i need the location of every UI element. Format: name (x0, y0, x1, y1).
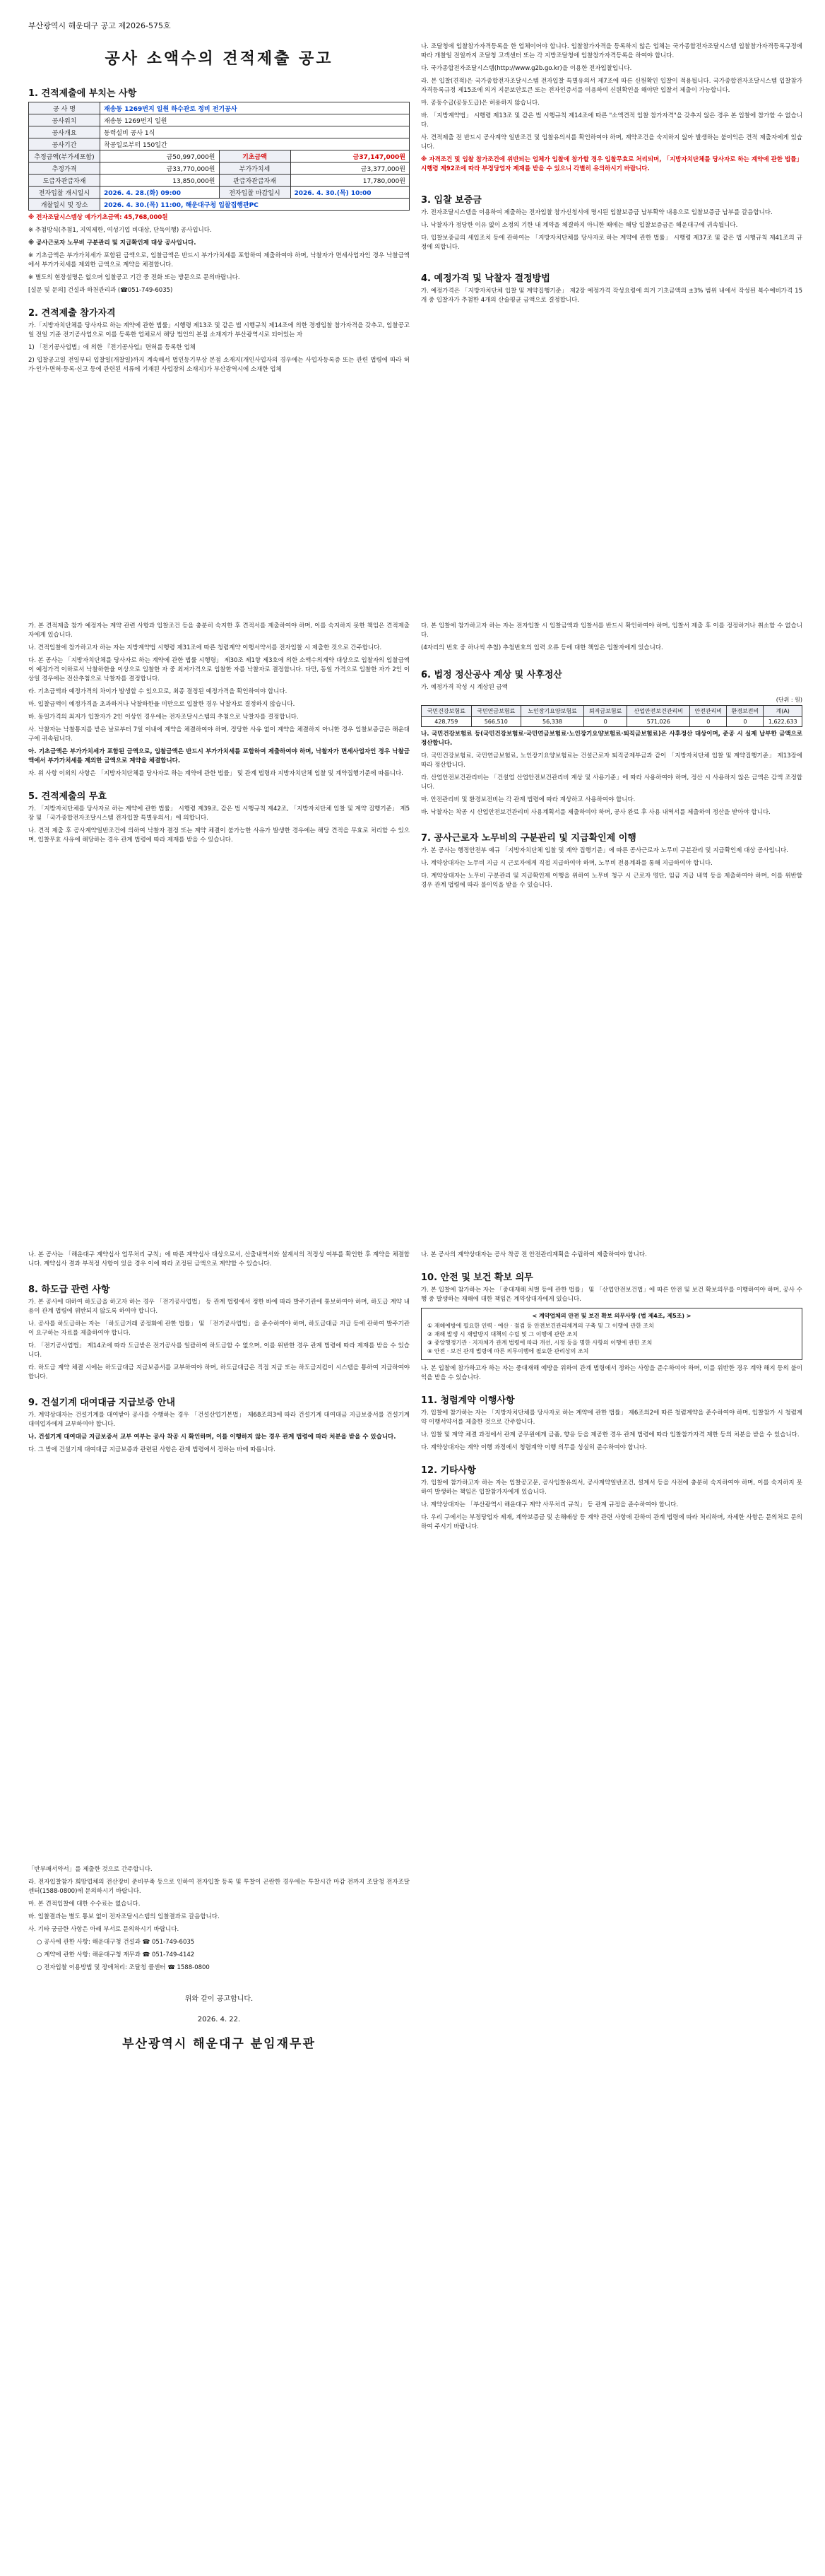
info-value: 금3,377,000원 (290, 163, 410, 175)
paragraph: 사. 견적제출 전 반드시 공사계약 일반조건 및 입찰유의서를 확인하여야 하며, 계약조건을 숙지하지 않아 발생하는 불이익은 견적 제출자에게 있습니다. (421, 134, 802, 150)
paragraph: 다. 계약상대자는 노무비 구분관리 및 지급확인제 이행을 위하여 노무비 청구 시 근로자 명단, 임금 지급 내역 등을 제출하여야 하며, 이를 위반할 경우 관계 법령에 따라 불이익을 받을 수 있습니다. (421, 873, 802, 889)
note: ※ 별도의 현장설명은 없으며 입찰공고 기간 중 전화 또는 방문으로 문의바랍니다. (28, 274, 240, 281)
info-label: 기초금액 (219, 150, 290, 163)
section-7-heading: 7. 공사근로자 노무비의 구분관리 및 지급확인제 이행 (421, 833, 636, 844)
info-label: 공사개요 (29, 126, 100, 138)
safety-item: ④ 안전 · 보건 관계 법령에 따른 의무이행에 필요한 관리상의 조치 (427, 1348, 589, 1354)
paragraph: 라. 산업안전보건관리비는 「건설업 산업안전보건관리비 계상 및 사용기준」에 따라 사용하여야 하며, 정산 시 사용하지 않은 금액은 감액 조정합니다. (421, 774, 802, 791)
left-column-2 (28, 622, 410, 849)
paragraph: 다. 그 밖에 건설기계 대여대금 지급보증과 관련된 사항은 관계 법령에서 정하는 바에 따릅니다. (28, 1446, 275, 1453)
contact-line: ○ 전자입찰 이용방법 및 장애처리: 조달청 콜센터 ☎ 1588-0800 (37, 1964, 210, 1971)
paragraph: 다. 우리 구에서는 부정당업자 제재, 계약보증금 및 손해배상 등 계약 관련 사항에 관하여 관계 법령에 따라 처리하며, 자세한 사항은 문의처로 문의하여 주시기 바랍니다. (421, 1514, 802, 1530)
paragraph: 나. 본 공사는 「해운대구 계약심사 업무처리 규칙」에 따른 계약심사 대상으로서, 산출내역서와 설계서의 적정성 여부를 확인한 후 계약을 체결합니다. 계약심사 결과 부적정 사항이 있을 경우 이에 따라 조정된 금액으로 계약할 수 있습니다. (28, 1251, 410, 1268)
info-label: 부가가치세 (219, 163, 290, 175)
info-value: 동력설비 공사 1식 (100, 126, 410, 138)
paragraph: 자. 위 사항 이외의 사항은 「지방자치단체를 당사자로 하는 계약에 관한 법률」 및 관계 법령과 지방자치단체 입찰 및 계약집행기준에 따릅니다. (28, 770, 403, 777)
safety-item: ② 재해 발생 시 재발방지 대책의 수립 및 그 이행에 관한 조치 (427, 1331, 578, 1337)
paragraph: 나. 낙찰자가 정당한 이유 없이 소정의 기한 내 계약을 체결하지 아니한 때에는 해당 입찰보증금은 해운대구에 귀속됩니다. (421, 222, 738, 229)
paragraph: 다. 계약상대자는 계약 이행 과정에서 청렴계약 이행 의무를 성실히 준수하여야 합니다. (421, 1444, 647, 1451)
info-value: 17,780,000원 (290, 175, 410, 187)
info-value: 2026. 4. 28.(화) 09:00 (100, 187, 220, 199)
cost-header: 퇴직금보험료 (584, 706, 627, 717)
paragraph: 가.「지방자치단체를 당사자로 하는 계약에 관한 법률」시행령 제13조 및 같은 법 시행규칙 제14조에 의한 경쟁입찰 참가자격을 갖추고, 입찰공고일 전일 기준 전기공사업으로 이를 등록한 업체로서 해당 법인의 본점 소재지가 부산광역시로 되어있는 자 (28, 322, 410, 338)
note: ※ 추첨방식(추첨1, 지역제한, 여성기업 비대상, 단독이행) 공사입니다. (28, 227, 212, 234)
paragraph: 바. 입찰결과는 별도 통보 없이 전자조달시스템의 입찰결과로 갈음합니다. (28, 1913, 220, 1920)
cost-header: 산업안전보건관리비 (627, 706, 690, 717)
paragraph: 나. 본 입찰에 참가하고자 하는 자는 중대재해 예방을 위하여 관계 법령에서 정하는 사항을 준수하여야 하며, 이를 위반한 경우 계약 해지 등의 불이익을 받을 수 있습니다. (421, 1365, 802, 1381)
info-label: 추정가격 (29, 163, 100, 175)
paragraph: 바. 「지방계약법」 시행령 제13조 및 같은 법 시행규칙 제14조에 따른 "소액견적 입찰 참가자격"을 갖추지 않은 경우 본 입찰에 참가할 수 없습니다. (421, 112, 802, 129)
section-2-heading: 2. 견적제출 참가자격 (28, 308, 116, 319)
cost-value: 1,622,633 (764, 717, 802, 727)
paragraph: 가. 입찰에 참가하는 자는 「지방자치단체를 당사자로 하는 계약에 관한 법률」 제6조의2에 따른 청렴계약을 준수하여야 하며, 입찰참가 시 청렴계약 이행서약서를 제출한 것으로 간주합니다. (421, 1410, 802, 1426)
paragraph: 2) 입찰공고일 전일부터 입찰일(개찰일)까지 계속해서 법인등기부상 본점 소재지(개인사업자의 경우에는 사업자등록증 또는 관련 법령에 따라 허가·인가·면허·등록·신고 등에 관련된 서류에 기재된 사업장의 소재지)가 부산광역시에 소재한 업체 (28, 357, 410, 373)
document-number: 부산광역시 해운대구 공고 제2026-575호 (28, 21, 171, 30)
section-8-heading: 8. 하도급 관련 사항 (28, 1284, 110, 1295)
cost-value: 56,338 (521, 717, 584, 727)
paragraph: 나. 계약상대자는 「부산광역시 해운대구 계약 사무처리 규칙」 등 관계 규정을 준수하여야 합니다. (421, 1501, 679, 1508)
info-value: 금33,770,000원 (100, 163, 220, 175)
left-column-1 (28, 20, 410, 378)
section-12-heading: 12. 기타사항 (421, 1465, 476, 1476)
info-value: 재송동 1269번지 일원 하수관로 정비 전기공사 (100, 102, 410, 114)
safety-item: ③ 중앙행정기관 · 지자체가 관계 법령에 따라 개선, 시정 등을 명한 사항의 이행에 관한 조치 (427, 1340, 653, 1346)
paragraph: 「반부패서약서」를 제출한 것으로 간주합니다. (28, 1866, 153, 1873)
cost-value: 428,759 (422, 717, 472, 727)
cost-table (421, 705, 802, 727)
cost-header: 국민연금보험료 (471, 706, 521, 717)
section-4-heading: 4. 예정가격 및 낙찰자 결정방법 (421, 273, 550, 284)
info-value: 금50,997,000원 (100, 150, 220, 163)
cost-value: 0 (690, 717, 727, 727)
cost-header: 계(A) (764, 706, 802, 717)
paragraph: 가. 계약상대자는 건설기계를 대여받아 공사를 수행하는 경우 「건설산업기본법」 제68조의3에 따라 건설기계 대여대금 지급보증서를 건설기계 대여업자에게 교부하여야 합니다. (28, 1412, 410, 1428)
cost-header: 국민건강보험료 (422, 706, 472, 717)
section-1-heading: 1. 견적제출에 부치는 사항 (28, 88, 137, 99)
right-column-1 (421, 42, 802, 309)
info-value: 2026. 4. 30.(목) 10:00 (290, 187, 410, 199)
paragraph: 라. 전자입찰참가 희망업체의 전산장비 준비부족 등으로 인하여 전자입찰 등록 및 투찰이 곤란한 경우에는 투찰시간 마감 전까지 조달청 전자조달센터(1588-0800)에 문의하시기 바랍니다. (28, 1879, 410, 1895)
paragraph: 바. 동일가격의 최저가 입찰자가 2인 이상인 경우에는 전자조달시스템의 추첨으로 낙찰자를 결정합니다. (28, 714, 299, 721)
right-column-2 (421, 622, 802, 894)
paragraph: 나. 견적 제출 후 공사계약일반조건에 의하여 낙찰자 결정 또는 계약 체결이 불가능한 사유가 발생한 경우에는 해당 견적을 무효로 처리할 수 있으며, 입찰무효 사유에 해당하는 경우 관계 법령에 따라 제재를 받을 수 있습니다. (28, 827, 410, 844)
paragraph: 가. 본 견적제출 참가 예정자는 계약 관련 사항과 입찰조건 등을 충분히 숙지한 후 견적서를 제출하여야 하며, 이를 숙지하지 못한 책임은 견적제출자에게 있습니다. (28, 622, 410, 639)
paragraph: 나. 건설기계 대여대금 지급보증서 교부 여부는 공사 착공 시 확인하며, 이를 이행하지 않는 경우 관계 법령에 따라 처분을 받을 수 있습니다. (28, 1434, 396, 1441)
paragraph: 다. 「전기공사업법」 제14조에 따라 도급받은 전기공사를 일괄하여 하도급할 수 없으며, 이를 위반한 경우 관계 법령에 따라 제재를 받을 수 있습니다. (28, 1342, 410, 1359)
paragraph: 1) 「전기공사업법」에 의한 『전기공사업』면허를 등록한 업체 (28, 344, 196, 351)
info-label: 추정금액(부가세포함) (29, 150, 100, 163)
info-value: 2026. 4. 30.(목) 11:00, 해운대구청 입찰집행관PC (100, 199, 410, 211)
info-label: 전자입찰 마감일시 (219, 187, 290, 199)
paragraph: 나. 본 공사의 계약상대자는 공사 착공 전 안전관리계획을 수립하여 제출하여야 합니다. (421, 1251, 647, 1258)
cost-header: 환경보전비 (727, 706, 764, 717)
paragraph: 다. 입찰보증금의 세입조치 등에 관하여는 「지방자치단체를 당사자로 하는 계약에 관한 법률」 시행령 제37조 및 같은 법 시행규칙 제41조의 규정에 의합니다. (421, 235, 802, 251)
paragraph: 마. 본 견적입찰에 대한 수수료는 없습니다. (28, 1901, 141, 1908)
paragraph: 다. 국민건강보험료, 국민연금보험료, 노인장기요양보험료는 건설근로자 퇴직공제부금과 같이 「지방자치단체 입찰 및 계약집행기준」 제13장에 따라 정산합니다. (421, 752, 802, 769)
cost-header: 노인장기요양보험료 (521, 706, 584, 717)
section-11-heading: 11. 청렴계약 이행사항 (421, 1395, 515, 1406)
issuing-authority: 부산광역시 해운대구 분임재무관 (122, 2037, 316, 2051)
info-label: 개찰일시 및 장소 (29, 199, 100, 211)
paragraph: 라. 하도급 계약 체결 시에는 하도급대금 지급보증서를 교부하여야 하며, 하도급대금은 직접 지급 또는 하도급지킴이 시스템을 통하여 지급하여야 합니다. (28, 1364, 410, 1381)
section-5-heading: 5. 견적제출의 무효 (28, 791, 107, 802)
paragraph: 가. 본 입찰에 참가하는 자는 「중대재해 처벌 등에 관한 법률」 및 「산업안전보건법」에 따른 안전 및 보건 확보의무를 이행하여야 하며, 공사 수행 중 발생하는 재해에 대한 책임은 계약상대자에게 있습니다. (421, 1287, 802, 1303)
paragraph: 마. 입찰금액이 예정가격을 초과하거나 낙찰하한율 미만으로 입찰한 경우 낙찰자로 결정하지 않습니다. (28, 701, 295, 708)
safety-item: ① 재해예방에 필요한 인력 · 예산 · 점검 등 안전보건관리체계의 구축 및 그 이행에 관한 조치 (427, 1323, 654, 1329)
reserve-price-note: ※ 전자조달시스템상 예가기초금액: 45,768,000원 (28, 214, 168, 221)
left-column-3 (28, 1251, 410, 1458)
note: ※ 기초금액은 부가가치세가 포함된 금액으로, 입찰금액은 반드시 부가가치세를 포함하여 제출하여야 하며, 낙찰자가 면세사업자인 경우 낙찰금액에서 부가가치세를 제외한 금액으로 계약을 체결합니다. (28, 252, 410, 268)
closing-statement: 위와 같이 공고합니다. (184, 1995, 254, 2003)
cost-value: 566,510 (471, 717, 521, 727)
info-value: 13,850,000원 (100, 175, 220, 187)
info-label: 전자입찰 개시일시 (29, 187, 100, 199)
info-label: 관급자관급자재 (219, 175, 290, 187)
safety-box-title: < 계약업체의 안전 및 보건 확보 의무사항 (법 제4조, 제5조) > (532, 1313, 692, 1319)
left-column-4 (28, 1865, 410, 2051)
cost-value: 0 (727, 717, 764, 727)
cost-value: 571,026 (627, 717, 690, 727)
paragraph: 나. 견적입찰에 참가하고자 하는 자는 지방계약법 시행령 제31조에 따른 청렴계약 이행서약서를 전자입찰 시 제출한 것으로 간주합니다. (28, 644, 382, 651)
paragraph: 마. 안전관리비 및 환경보전비는 각 관계 법령에 따라 계상하고 사용하여야 합니다. (421, 796, 636, 803)
info-label: 도급자관급자재 (29, 175, 100, 187)
info-label: 공 사 명 (29, 102, 100, 114)
paragraph: 바. 낙찰자는 착공 시 산업안전보건관리비 사용계획서를 제출하여야 하며, 공사 완료 후 사용 내역서를 제출하여 정산을 받아야 합니다. (421, 809, 771, 816)
paragraph: 가. 입찰에 참가하고자 하는 자는 입찰공고문, 공사입찰유의서, 공사계약일반조건, 설계서 등을 사전에 충분히 숙지하여야 하며, 이를 숙지하지 못하여 발생하는 책임은 입찰참가자에게 있습니다. (421, 1479, 802, 1496)
cost-header: 안전관리비 (690, 706, 727, 717)
section-3-heading: 3. 입찰 보증금 (421, 195, 482, 206)
paragraph: (4자리의 번호 중 하나씩 추첨) 추첨번호의 입력 오류 등에 대한 책임은 입찰자에게 있습니다. (421, 644, 663, 651)
paragraph: 라. 본 입찰(견적)은 국가종합전자조달시스템 전자입찰 특별유의서 제7조에 따른 신원확인 입찰이 적용됩니다. 국가종합전자조달시스템 입찰참가자격등록규정 제15조에 의거 지문보안토큰 또는 전자인증서를 이용하여 신원확인을 해야만 입찰서 제출이 가능합니다. (421, 78, 802, 94)
paragraph: 가. 전자조달시스템을 이용하여 제출하는 전자입찰 참가신청서에 명시된 입찰보증금 납부확약 내용으로 입찰보증금 납부를 갈음합니다. (421, 209, 773, 216)
paragraph: 다. 본 공사는 「지방자치단체를 당사자로 하는 계약에 관한 법률 시행령」 제30조 제1항 제3호에 의한 소액수의계약 대상으로 입찰자의 입찰금액이 예정가격 이하로서 낙찰하한율 이상으로 입찰한 자 중 최저가격으로 입찰한 자를 낙찰자로 결정합니다. 다만, 동일 가격으로 입찰한 자가 2인 이상일 경우에는 전산추첨으로 낙찰자를 결정합니다. (28, 657, 410, 683)
paragraph: 가. 예정가격 작성 시 계상된 금액 (421, 684, 508, 691)
safety-duty-box (421, 1308, 802, 1360)
contact-line: ○ 계약에 관한 사항: 해운대구청 재무과 ☎ 051-749-4142 (37, 1951, 195, 1958)
section-6-heading: 6. 법정 정산공사 계상 및 사후정산 (421, 670, 562, 680)
paragraph: 나. 조달청에 입찰참가자격등록을 한 업체이어야 합니다. 입찰참가자격을 등록하지 않은 업체는 국가종합전자조달시스템 입찰참가자격등록규정에 따라 개찰일 전일까지 조달청 고객센터 또는 각 지방조달청에 입찰참가자격등록을 하여야 합니다. (421, 43, 802, 59)
info-label: 공사기간 (29, 138, 100, 150)
paragraph: 나. 국민건강보험료 등(국민건강보험료·국민연금보험료·노인장기요양보험료·퇴직금보험료)은 사후정산 대상이며, 준공 시 실제 납부한 금액으로 정산합니다. (421, 731, 802, 747)
info-value: 재송동 1269번지 일원 (100, 114, 410, 126)
paragraph: 나. 계약상대자는 노무비 지급 시 근로자에게 직접 지급하여야 하며, 노무비 전용계좌를 통해 지급하여야 합니다. (421, 860, 713, 867)
paragraph: 다. 본 입찰에 참가하고자 하는 자는 전자입찰 시 입찰금액과 입찰서를 반드시 확인하여야 하며, 입찰서 제출 후 이를 정정하거나 취소할 수 없습니다. (421, 622, 802, 639)
bid-info-table (28, 102, 410, 211)
announcement-date: 2026. 4. 22. (197, 2016, 241, 2023)
paragraph: 가. 본 공사에 대하여 하도급을 하고자 하는 경우 「전기공사업법」 등 관계 법령에서 정한 바에 따라 발주기관에 통보하여야 하며, 하도급 계약 내용이 관계 법령에 위반되지 않도록 하여야 합니다. (28, 1299, 410, 1315)
page-title: 공사 소액수의 견적제출 공고 (105, 50, 333, 68)
paragraph: 사. 기타 궁금한 사항은 아래 부서로 문의하시기 바랍니다. (28, 1926, 179, 1933)
warning-note: ※ 자격조건 및 입찰 참가조건에 위반되는 업체가 입찰에 참가할 경우 입찰무효로 처리되며, 「지방자치단체를 당사자로 하는 계약에 관한 법률」 시행령 제92조에 따라 부정당업자 제재를 받을 수 있으니 각별히 유의하시기 바랍니다. (421, 156, 802, 172)
paragraph: 나. 입찰 및 계약 체결 과정에서 관계 공무원에게 금품, 향응 등을 제공한 경우 관계 법령에 따라 입찰참가자격 제한 등의 처분을 받을 수 있습니다. (421, 1431, 800, 1438)
paragraph: 마. 공동수급(공동도급)은 허용하지 않습니다. (421, 100, 540, 107)
info-value: 금37,147,000원 (290, 150, 410, 163)
paragraph: 아. 기초금액은 부가가치세가 포함된 금액으로, 입찰금액은 반드시 부가가치세를 포함하여 제출하여야 하며, 낙찰자가 면세사업자인 경우 낙찰금액에서 부가가치세를 제외한 금액으로 계약을 체결합니다. (28, 748, 410, 764)
note: ※ 공사근로자 노무비 구분관리 및 지급확인제 대상 공사입니다. (28, 240, 196, 247)
paragraph: 나. 공사를 하도급하는 자는 「하도급거래 공정화에 관한 법률」 및 「전기공사업법」을 준수하여야 하며, 하도급대금 지급 등에 관하여 발주기관이 요구하는 자료를 제출하여야 합니다. (28, 1321, 410, 1337)
paragraph: 라. 기초금액과 예정가격의 차이가 발생할 수 있으므로, 최종 결정된 예정가격을 확인하여야 합니다. (28, 688, 287, 695)
paragraph: 가. 예정가격은 「지방자치단체 입찰 및 계약집행기준」 제2장 예정가격 작성요령에 의거 기초금액의 ±3% 범위 내에서 작성된 복수예비가격 15개 중 입찰자가 추첨한 4개의 산술평균 금액으로 결정합니다. (421, 288, 802, 304)
info-label: 공사위치 (29, 114, 100, 126)
paragraph: 가. 「지방자치단체를 당사자로 하는 계약에 관한 법률」 시행령 제39조, 같은 법 시행규칙 제42조, 「지방자치단체 입찰 및 계약 집행기준」 제5장 및 「국가종합전자조달시스템 전자입찰 특별유의서」에 의합니다. (28, 805, 410, 822)
section-9-heading: 9. 건설기계 대여대금 지급보증 안내 (28, 1398, 175, 1408)
paragraph: 사. 낙찰자는 낙찰통지를 받은 날로부터 7일 이내에 계약을 체결하여야 하며, 정당한 사유 없이 계약을 체결하지 아니한 경우 입찰보증금은 해운대구에 귀속됩니다. (28, 726, 410, 743)
info-value: 착공일로부터 150일간 (100, 138, 410, 150)
contact-line: ○ 공사에 관한 사항: 해운대구청 건설과 ☎ 051-749-6035 (37, 1939, 195, 1946)
paragraph: 가. 본 공사는 행정안전부 예규 「지방자치단체 입찰 및 계약 집행기준」에 따른 공사근로자 노무비 구분관리 및 지급확인제 대상 공사입니다. (421, 847, 788, 854)
right-column-3 (421, 1251, 802, 1535)
note: [설문 및 문의] 건설과 하천관리과 (☎051-749-6035) (28, 287, 173, 294)
section-10-heading: 10. 안전 및 보건 확보 의무 (421, 1272, 533, 1283)
paragraph: 다. 국가종합전자조달시스템(http://www.g2b.go.kr)을 이용한 전자입찰입니다. (421, 65, 632, 72)
cost-value: 0 (584, 717, 627, 727)
unit-label: (단위 : 원) (776, 697, 802, 703)
